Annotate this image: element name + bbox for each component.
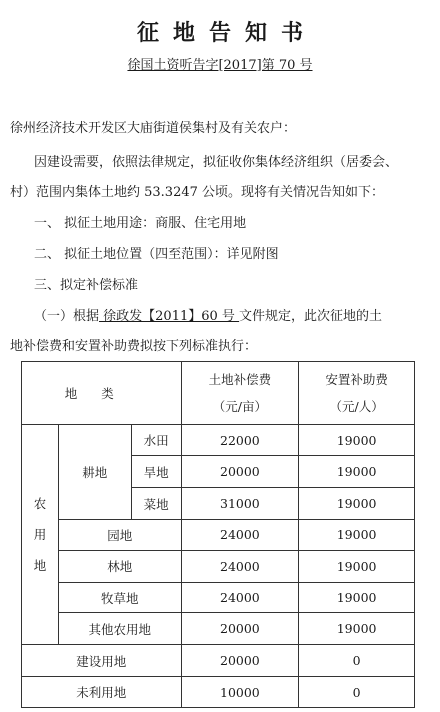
row-name: 菜地: [131, 488, 181, 520]
land-fee-cell: 24000: [181, 582, 299, 613]
row-name: 水田: [131, 424, 181, 456]
header-land-category: 地类: [22, 362, 182, 425]
subitem-1-prefix: （一）根据: [34, 309, 100, 324]
land-fee-cell: 20000: [181, 645, 299, 677]
table-header-row: [22, 362, 415, 425]
table-row: [22, 677, 415, 708]
resettle-fee-cell: 0: [299, 677, 415, 708]
land-fee-cell: 31000: [181, 488, 299, 520]
header-land-compensation: 土地补偿费 （元/亩）: [181, 362, 299, 425]
compensation-table: [21, 361, 415, 708]
subitem-1-line-2: 地补偿费和安置补助费拟按下列标准执行：: [10, 339, 258, 354]
resettle-fee-cell: 19000: [299, 582, 415, 613]
table-row: [22, 645, 415, 677]
row-name: 旱地: [131, 456, 181, 488]
resettle-fee-cell: 19000: [299, 613, 415, 645]
item-land-use: 一、 拟征土地用途：商服、住宅用地: [34, 216, 247, 231]
resettle-fee-cell: 0: [299, 645, 415, 677]
item-land-location: 二、 拟征土地位置（四至范围）：详见附图: [34, 247, 279, 262]
table-row: [22, 550, 415, 582]
resettle-fee-cell: 19000: [299, 424, 415, 456]
resettle-fee-cell: 19000: [299, 488, 415, 520]
resettle-fee-cell: 19000: [299, 520, 415, 551]
row-name: 园地: [58, 520, 181, 551]
row-name: 牧草地: [58, 582, 181, 613]
land-fee-cell: 10000: [181, 677, 299, 708]
table-row: [22, 582, 415, 613]
land-fee-cell: 22000: [181, 424, 299, 456]
addressee: 徐州经济技术开发区大庙街道侯集村及有关农户：: [10, 121, 297, 136]
item-compensation-standard: 三、拟定补偿标准: [34, 278, 139, 293]
table-row: [22, 520, 415, 551]
header-resettlement-subsidy: 安置补助费 （元/人）: [299, 362, 415, 425]
paragraph-1-line-2: 村）范围内集体土地约 53.3247 公顷。现将有关情况告知如下：: [10, 185, 385, 200]
land-fee-cell: 24000: [181, 520, 299, 551]
subitem-1-suffix: 文件规定，此次征地的土: [239, 309, 383, 324]
row-name: 林地: [58, 550, 181, 582]
land-fee-cell: 24000: [181, 550, 299, 582]
resettle-fee-cell: 19000: [299, 456, 415, 488]
row-name: 建设用地: [22, 645, 182, 677]
table-row: [22, 613, 415, 645]
land-fee-cell: 20000: [181, 613, 299, 645]
document-number: 徐国土资听告字[2017]第 70 号: [127, 58, 313, 73]
row-name: 其他农用地: [58, 613, 181, 645]
table-row: [22, 424, 415, 456]
arable-land-label: 耕地: [58, 424, 131, 519]
policy-document-reference: 徐政发【2011】60 号: [99, 309, 240, 324]
row-name: 未利用地: [22, 677, 182, 708]
document-title: 征地告知书: [136, 20, 317, 46]
subitem-1-line-1: [34, 305, 382, 324]
land-fee-cell: 20000: [181, 456, 299, 488]
resettle-fee-cell: 19000: [299, 550, 415, 582]
paragraph-1-line-1: 因建设需要，依照法律规定，拟征收你集体经济组织（居委会、: [34, 155, 399, 170]
agricultural-land-label: 农 用 地: [22, 424, 59, 645]
